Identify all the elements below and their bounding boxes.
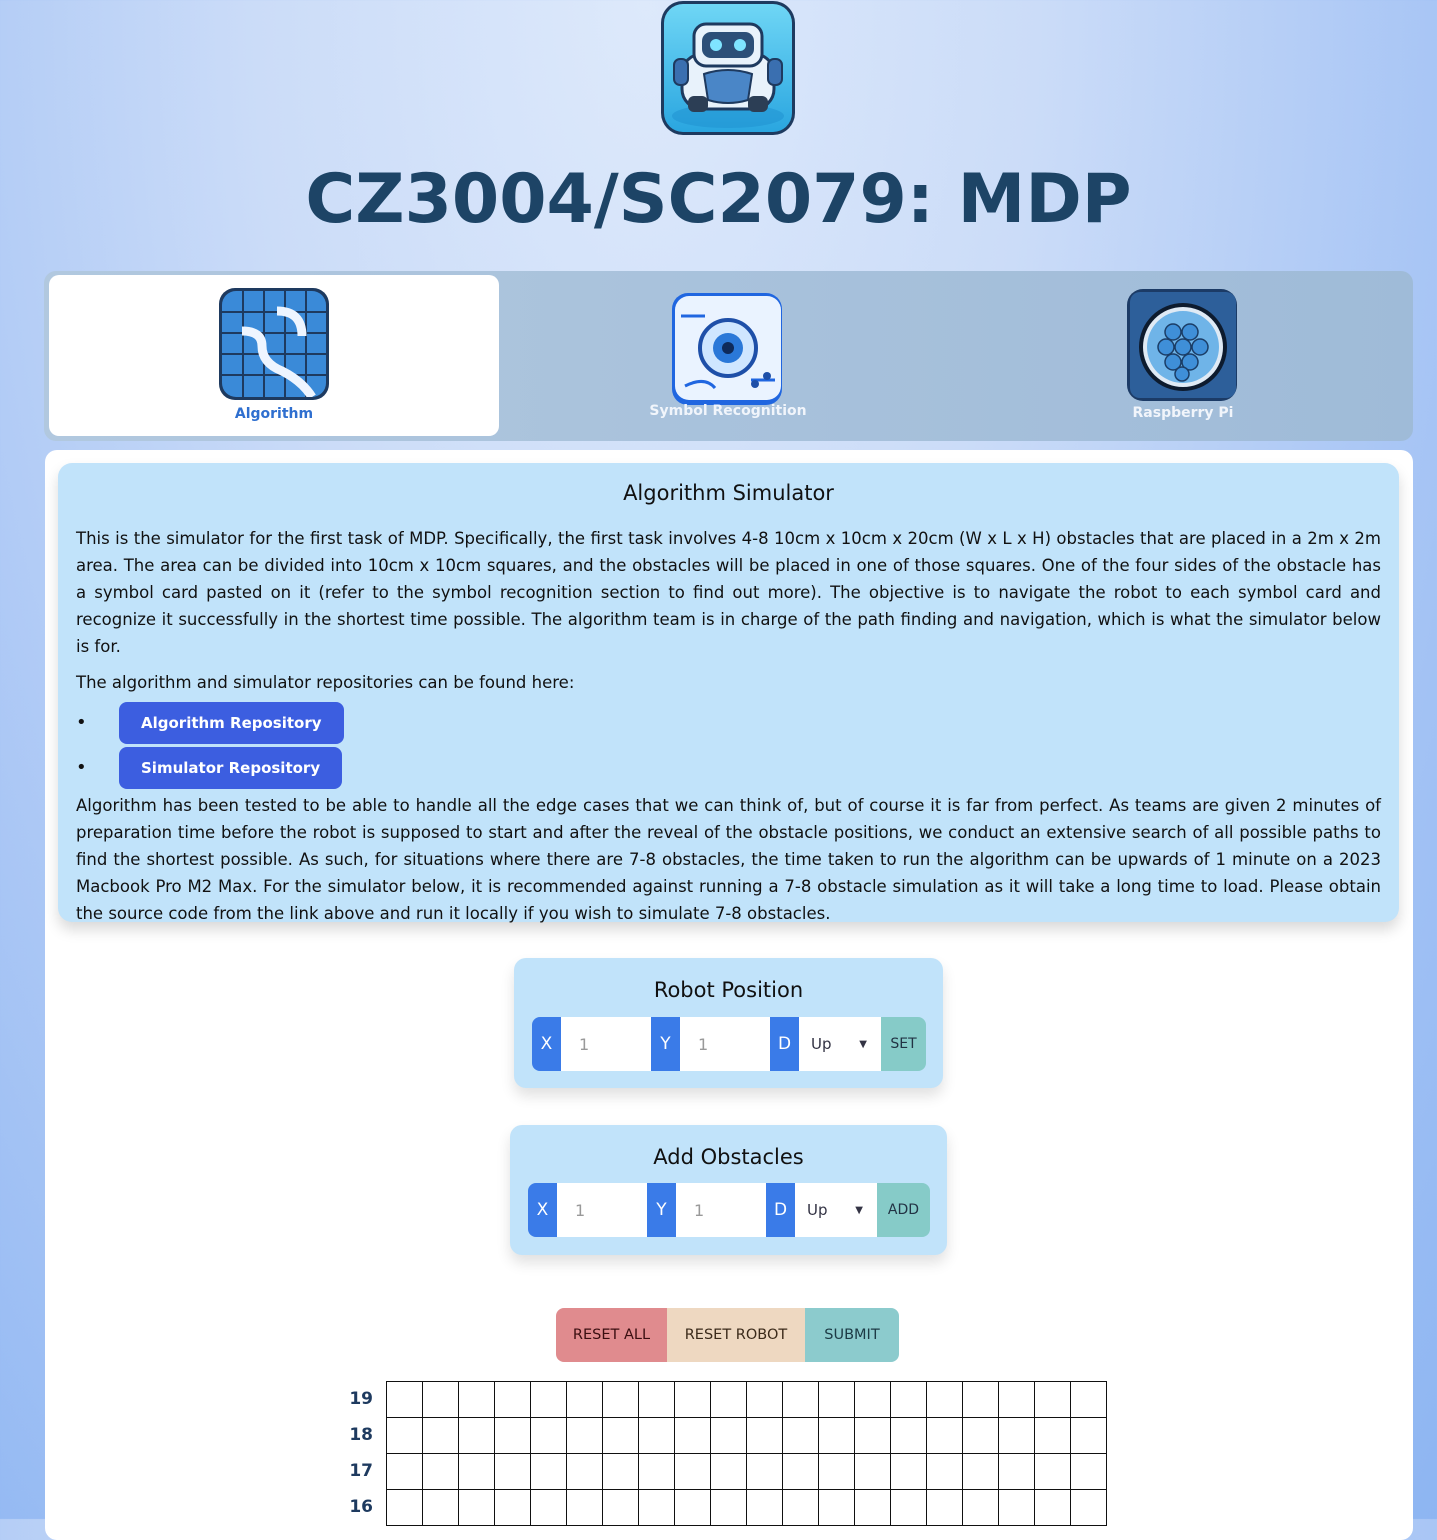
grid-cell[interactable]: [747, 1418, 783, 1454]
submit-button[interactable]: SUBMIT: [805, 1308, 899, 1362]
bullet-icon: •: [76, 712, 87, 733]
grid-cell[interactable]: [495, 1490, 531, 1526]
grid-cell[interactable]: [423, 1454, 459, 1490]
grid-cell[interactable]: [459, 1490, 495, 1526]
grid-cell[interactable]: [855, 1382, 891, 1418]
grid-cell[interactable]: [1071, 1454, 1107, 1490]
robot-direction-select[interactable]: [799, 1017, 881, 1071]
camera-eye-icon: [672, 293, 782, 405]
list-item: [76, 745, 1381, 790]
set-robot-button[interactable]: SET: [881, 1017, 926, 1071]
grid-cell[interactable]: [855, 1454, 891, 1490]
grid-cell[interactable]: [423, 1418, 459, 1454]
grid-cell[interactable]: [783, 1490, 819, 1526]
grid-cell[interactable]: [639, 1490, 675, 1526]
grid-cell[interactable]: [999, 1454, 1035, 1490]
grid-cell[interactable]: [567, 1382, 603, 1418]
tab-label: Symbol Recognition: [649, 403, 807, 419]
grid-cell[interactable]: [711, 1490, 747, 1526]
tab-algorithm[interactable]: [49, 275, 499, 436]
reset-robot-button[interactable]: RESET ROBOT: [667, 1308, 805, 1362]
grid-cell[interactable]: [531, 1454, 567, 1490]
caret-down-icon: ▼: [859, 1038, 867, 1050]
grid-cell[interactable]: [1035, 1418, 1071, 1454]
row-label: 19: [349, 1389, 373, 1409]
grid-cell[interactable]: [1071, 1490, 1107, 1526]
grid-row: [387, 1454, 1107, 1490]
robot-position-heading: Robot Position: [653, 978, 804, 1002]
simulator-info-card: [58, 463, 1399, 922]
grid-cell[interactable]: [819, 1382, 855, 1418]
raspberry-chip-icon: [1127, 289, 1237, 401]
repo-link-list: [76, 700, 1381, 790]
simulation-actions: [556, 1308, 899, 1362]
grid-cell[interactable]: [711, 1454, 747, 1490]
grid-row: [387, 1418, 1107, 1454]
grid-cell[interactable]: [711, 1418, 747, 1454]
grid-cell[interactable]: [675, 1454, 711, 1490]
grid-cell[interactable]: [531, 1382, 567, 1418]
add-obstacles-card: [510, 1125, 947, 1255]
grid-cell[interactable]: [963, 1490, 999, 1526]
grid-cell[interactable]: [567, 1490, 603, 1526]
tab-raspberry-pi[interactable]: [958, 275, 1408, 436]
grid-cell[interactable]: [387, 1418, 423, 1454]
grid-cell[interactable]: [891, 1490, 927, 1526]
grid-cell[interactable]: [495, 1418, 531, 1454]
y-label: Y: [647, 1183, 676, 1237]
caret-down-icon: ▼: [855, 1204, 863, 1216]
y-label: Y: [651, 1017, 680, 1071]
info-paragraph-1: This is the simulator for the first task of MDP. Specifically, the first task involves 4-8 10cm x 10cm x 20cm (W x L x H) obstacles that are placed in a 2m x 2m area. The area can be divided into 10cm x 10cm squares, and the obstacles will be placed in one of those squares. One of the four sides of the obstacle has a symbol card pasted on it (refer to the symbol recognition section to find out more). The objective is to navigate the robot to each symbol card and recognize it successfully in the shortest time possible. The algorithm team is in charge of the path finding and navigation, which is what the simulator below is for.: [76, 529, 1381, 656]
obstacle-x-input[interactable]: 1: [557, 1183, 647, 1237]
x-label: X: [528, 1183, 557, 1237]
simulator-repo-button[interactable]: Simulator Repository: [119, 747, 342, 789]
grid-cell[interactable]: [1071, 1382, 1107, 1418]
grid-cell[interactable]: [999, 1418, 1035, 1454]
robot-car-icon: [664, 4, 792, 132]
grid-cell[interactable]: [711, 1382, 747, 1418]
robot-x-input[interactable]: 1: [561, 1017, 651, 1071]
reset-all-button[interactable]: RESET ALL: [556, 1308, 667, 1362]
info-paragraph-2: The algorithm and simulator repositories can be found here:: [76, 673, 575, 692]
direction-value: Up: [811, 1035, 832, 1053]
grid-cell[interactable]: [639, 1382, 675, 1418]
obstacle-direction-select[interactable]: [795, 1183, 877, 1237]
grid-cell[interactable]: [819, 1418, 855, 1454]
grid-row: [387, 1490, 1107, 1526]
tab-label: Algorithm: [234, 406, 314, 422]
info-heading: Algorithm Simulator: [623, 481, 834, 505]
grid-cell[interactable]: [603, 1382, 639, 1418]
grid-cell[interactable]: [963, 1418, 999, 1454]
grid-cell[interactable]: [1035, 1454, 1071, 1490]
grid-cell[interactable]: [783, 1418, 819, 1454]
grid-cell[interactable]: [927, 1454, 963, 1490]
grid-cell[interactable]: [531, 1418, 567, 1454]
grid-cell[interactable]: [387, 1382, 423, 1418]
grid-cell[interactable]: [603, 1454, 639, 1490]
grid-cell[interactable]: [999, 1490, 1035, 1526]
grid-cell[interactable]: [891, 1454, 927, 1490]
arena-grid: [386, 1381, 1107, 1526]
grid-cell[interactable]: [963, 1454, 999, 1490]
d-label: D: [770, 1017, 799, 1071]
grid-cell[interactable]: [1035, 1382, 1071, 1418]
grid-cell[interactable]: [891, 1418, 927, 1454]
row-label: 18: [349, 1425, 373, 1445]
grid-cell[interactable]: [603, 1490, 639, 1526]
add-obstacle-form: [528, 1183, 930, 1237]
add-obstacle-button[interactable]: ADD: [877, 1183, 930, 1237]
grid-cell[interactable]: [675, 1382, 711, 1418]
grid-cell[interactable]: [459, 1382, 495, 1418]
grid-row: [387, 1382, 1107, 1418]
grid-cell[interactable]: [1071, 1418, 1107, 1454]
grid-cell[interactable]: [747, 1490, 783, 1526]
tab-label: Raspberry Pi: [1132, 405, 1234, 421]
robot-position-card: [514, 958, 943, 1088]
grid-cell[interactable]: [675, 1418, 711, 1454]
grid-cell[interactable]: [783, 1454, 819, 1490]
page-title: CZ3004/SC2079: MDP: [305, 160, 1132, 239]
section-tabs: [44, 271, 1413, 441]
grid-cell[interactable]: [603, 1418, 639, 1454]
grid-cell[interactable]: [459, 1454, 495, 1490]
obstacle-y-input[interactable]: 1: [676, 1183, 766, 1237]
path-grid-icon: [219, 288, 329, 400]
grid-cell[interactable]: [567, 1454, 603, 1490]
grid-cell[interactable]: [747, 1382, 783, 1418]
grid-cell[interactable]: [459, 1418, 495, 1454]
grid-cell[interactable]: [531, 1490, 567, 1526]
bullet-icon: •: [76, 757, 87, 778]
grid-cell[interactable]: [639, 1454, 675, 1490]
grid-cell[interactable]: [855, 1490, 891, 1526]
grid-cell[interactable]: [567, 1418, 603, 1454]
grid-cell[interactable]: [963, 1382, 999, 1418]
grid-cell[interactable]: [423, 1490, 459, 1526]
grid-cell[interactable]: [387, 1454, 423, 1490]
grid-cell[interactable]: [819, 1454, 855, 1490]
grid-cell[interactable]: [891, 1382, 927, 1418]
add-obstacles-heading: Add Obstacles: [653, 1145, 804, 1169]
grid-cell[interactable]: [855, 1418, 891, 1454]
grid-cell[interactable]: [927, 1382, 963, 1418]
app-logo: [661, 1, 795, 135]
row-label: 17: [349, 1461, 373, 1481]
list-item: [76, 700, 1381, 745]
direction-value: Up: [807, 1201, 828, 1219]
main-panel: [45, 450, 1413, 1540]
grid-cell[interactable]: [675, 1490, 711, 1526]
grid-cell[interactable]: [1035, 1490, 1071, 1526]
robot-y-input[interactable]: 1: [680, 1017, 770, 1071]
d-label: D: [766, 1183, 795, 1237]
grid-cell[interactable]: [423, 1382, 459, 1418]
x-label: X: [532, 1017, 561, 1071]
grid-cell[interactable]: [387, 1490, 423, 1526]
grid-cell[interactable]: [927, 1490, 963, 1526]
grid-cell[interactable]: [495, 1454, 531, 1490]
grid-cell[interactable]: [999, 1382, 1035, 1418]
grid-cell[interactable]: [783, 1382, 819, 1418]
grid-cell[interactable]: [819, 1490, 855, 1526]
grid-cell[interactable]: [639, 1418, 675, 1454]
grid-cell[interactable]: [495, 1382, 531, 1418]
info-paragraph-3: Algorithm has been tested to be able to handle all the edge cases that we can think of, but of course it is far from perfect. As teams are given 2 minutes of preparation time before the robot is supposed to start and after the reveal of the obstacle positions, we conduct an extensive search of all possible paths to find the shortest possible. As such, for situations where there are 7-8 obstacles, the time taken to run the algorithm can be upwards of 1 minute on a 2023 Macbook Pro M2 Max. For the simulator below, it is recommended against running a 7-8 obstacle simulation as it will take a long time to load. Please obtain the source code from the link above and run it locally if you wish to simulate 7-8 obstacles.: [76, 796, 1381, 923]
tab-symbol-recognition[interactable]: [503, 275, 953, 436]
grid-cell[interactable]: [747, 1454, 783, 1490]
row-label: 16: [349, 1497, 373, 1517]
robot-position-form: [532, 1017, 926, 1071]
algorithm-repo-button[interactable]: Algorithm Repository: [119, 702, 344, 744]
grid-cell[interactable]: [927, 1418, 963, 1454]
